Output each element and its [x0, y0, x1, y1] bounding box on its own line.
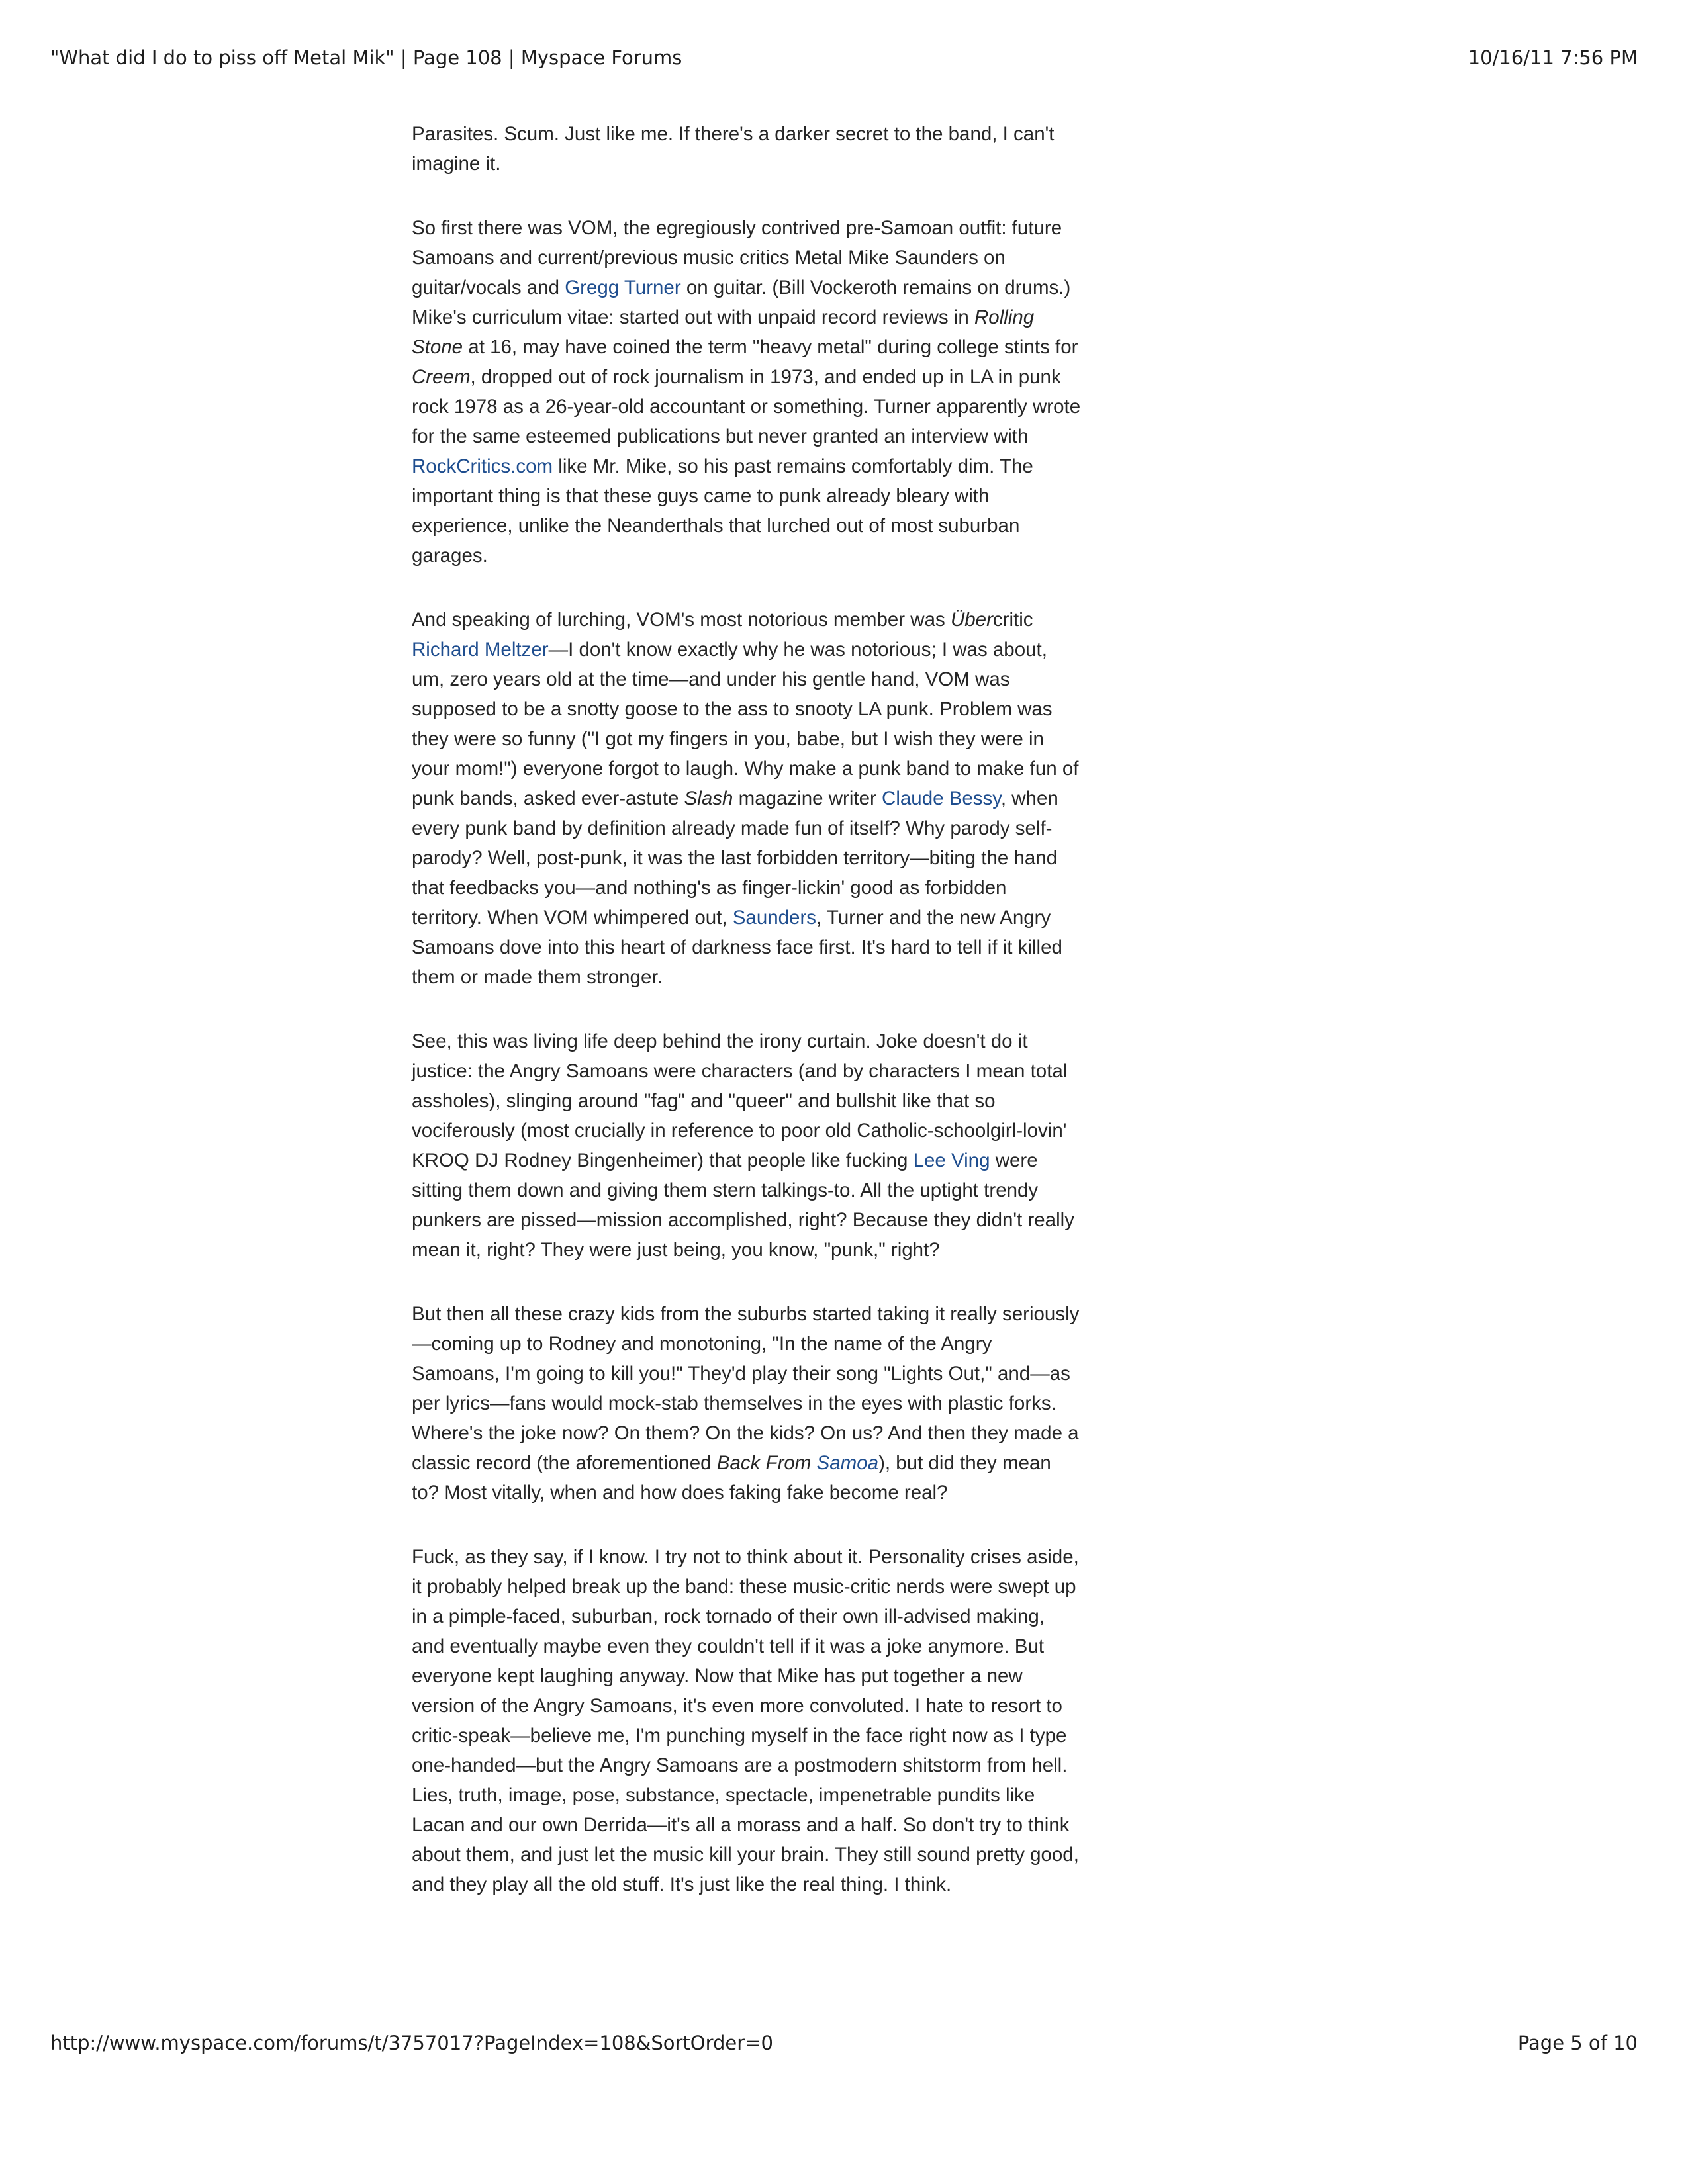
inline-link[interactable]: RockCritics.com: [412, 455, 553, 477]
text-run: like Mr. Mike, so his past remains comfortably dim. The important thing is that these guys came to punk already bleary with experience, unlike the Neanderthals that lurched out of most suburban garages.: [412, 455, 1033, 567]
italic-text: Über: [950, 609, 993, 631]
italic-text: Back From: [716, 1452, 817, 1474]
inline-link[interactable]: [817, 1452, 878, 1474]
italic-text: Rolling Stone: [412, 306, 1035, 358]
paragraph: [412, 1542, 1082, 1899]
text-run: So first there was VOM, the egregiously contrived pre-Samoan outfit: future Samoans and current/previous music critics Metal Mike Saunders on guitar/vocals and: [412, 217, 1062, 298]
text-run: Fuck, as they say, if I know. I try not to think about it. Personality crises aside, it probably helped break up the band: these music-critic nerds were swept up in a pimple-faced, suburban, rock tornado of their own ill-advised making, and eventually maybe even they couldn't tell if it was a joke anymore. But everyone kept laughing anyway. Now that Mike has put together a new version of the Angry Samoans, it's even more convoluted. I hate to resort to critic-speak—believe me, I'm punching myself in the face right now as I type one-handed—but the Angry Samoans are a postmodern shitstorm from hell. Lies, truth, image, pose, substance, spectacle, impenetrable pundits like Lacan and our own Derrida—it's all a morass and a half. So don't try to think about them, and just let the music kill your brain. They still sound pretty good, and they play all the old stuff. It's just like the real thing. I think.: [412, 1546, 1079, 1895]
text-run: —I don't know exactly why he was notorious; I was about, um, zero years old at the time—and under his gentle hand, VOM was supposed to be a snotty goose to the ass to snooty LA punk. Problem was they were so funny ("I got my fingers in you, babe, but I wish they were in your mom!") everyone forgot to laugh. Why make a punk band to make fun of punk bands, asked ever-astute: [412, 639, 1079, 809]
text-run: See, this was living life deep behind the irony curtain. Joke doesn't do it justice: the Angry Samoans were characters (and by characters I mean total assholes), slinging around "fag" and "queer" and bullshit like that so vociferously (most crucially in reference to poor old Catholic-schoolgirl-lovin' KROQ DJ Rodney Bingenheimer) that people like fucking: [412, 1030, 1068, 1171]
print-datetime: 10/16/11 7:56 PM: [1468, 46, 1638, 69]
text-run: , when every punk band by definition already made fun of itself? Why parody self-parody? Well, post-punk, it was the last forbidden territory—biting the hand that feedbacks you—and nothing's as finger-lickin' good as forbidden territory. When VOM whimpered out,: [412, 788, 1058, 929]
inline-link[interactable]: Claude Bessy: [882, 788, 1001, 809]
print-header: [50, 46, 1638, 69]
paragraph: [412, 1299, 1082, 1508]
text-run: ), but did they mean to? Most vitally, when and how does faking fake become real?: [412, 1452, 1051, 1504]
page-url: http://www.myspace.com/forums/t/3757017?PageIndex=108&SortOrder=0: [50, 2032, 773, 2054]
text-run: on guitar. (Bill Vockeroth remains on drums.) Mike's curriculum vitae: started out with unpaid record reviews in: [412, 277, 1071, 328]
italic-text: Samoa: [816, 1452, 879, 1474]
text-run: , Turner and the new Angry Samoans dove into this heart of darkness face first. It's hard to tell if it killed them or made them stronger.: [412, 907, 1062, 988]
text-run: at 16, may have coined the term "heavy metal" during college stints for: [463, 336, 1078, 358]
paragraph: [412, 1026, 1082, 1265]
inline-link[interactable]: Lee Ving: [913, 1150, 990, 1171]
paragraph: [412, 605, 1082, 992]
paragraph: [412, 119, 1082, 179]
italic-text: Creem: [412, 366, 471, 388]
inline-link[interactable]: Saunders: [732, 907, 817, 929]
italic-text: Slash: [684, 788, 733, 809]
article-body: [412, 119, 1082, 1899]
text-run: But then all these crazy kids from the suburbs started taking it really seriously—coming up to Rodney and monotoning, "In the name of the Angry Samoans, I'm going to kill you!" They'd play their song "Lights Out," and—as per lyrics—fans would mock-stab themselves in the eyes with plastic forks. Where's the joke now? On them? On the kids? On us? And then they made a classic record (the aforementioned: [412, 1303, 1080, 1474]
text-run: critic: [992, 609, 1033, 631]
text-run: were sitting them down and giving them stern talkings-to. All the uptight trendy punkers are pissed—mission accomplished, right? Because they didn't really mean it, right? They were just being, you know, "punk," right?: [412, 1150, 1074, 1261]
inline-link[interactable]: Gregg Turner: [565, 277, 681, 298]
text-run: magazine writer: [733, 788, 882, 809]
text-run: And speaking of lurching, VOM's most notorious member was: [412, 609, 951, 631]
paragraph: [412, 213, 1082, 570]
text-run: , dropped out of rock journalism in 1973, and ended up in LA in punk rock 1978 as a 26-year-old accountant or something. Turner apparently wrote for the same esteemed publications but never granted an interview with: [412, 366, 1081, 447]
page-title: "What did I do to piss off Metal Mik" | Page 108 | Myspace Forums: [50, 46, 682, 69]
page-number: Page 5 of 10: [1517, 2032, 1638, 2054]
print-footer: [50, 2032, 1638, 2054]
inline-link[interactable]: Richard Meltzer: [412, 639, 549, 660]
text-run: Parasites. Scum. Just like me. If there's a darker secret to the band, I can't imagine it.: [412, 123, 1055, 175]
